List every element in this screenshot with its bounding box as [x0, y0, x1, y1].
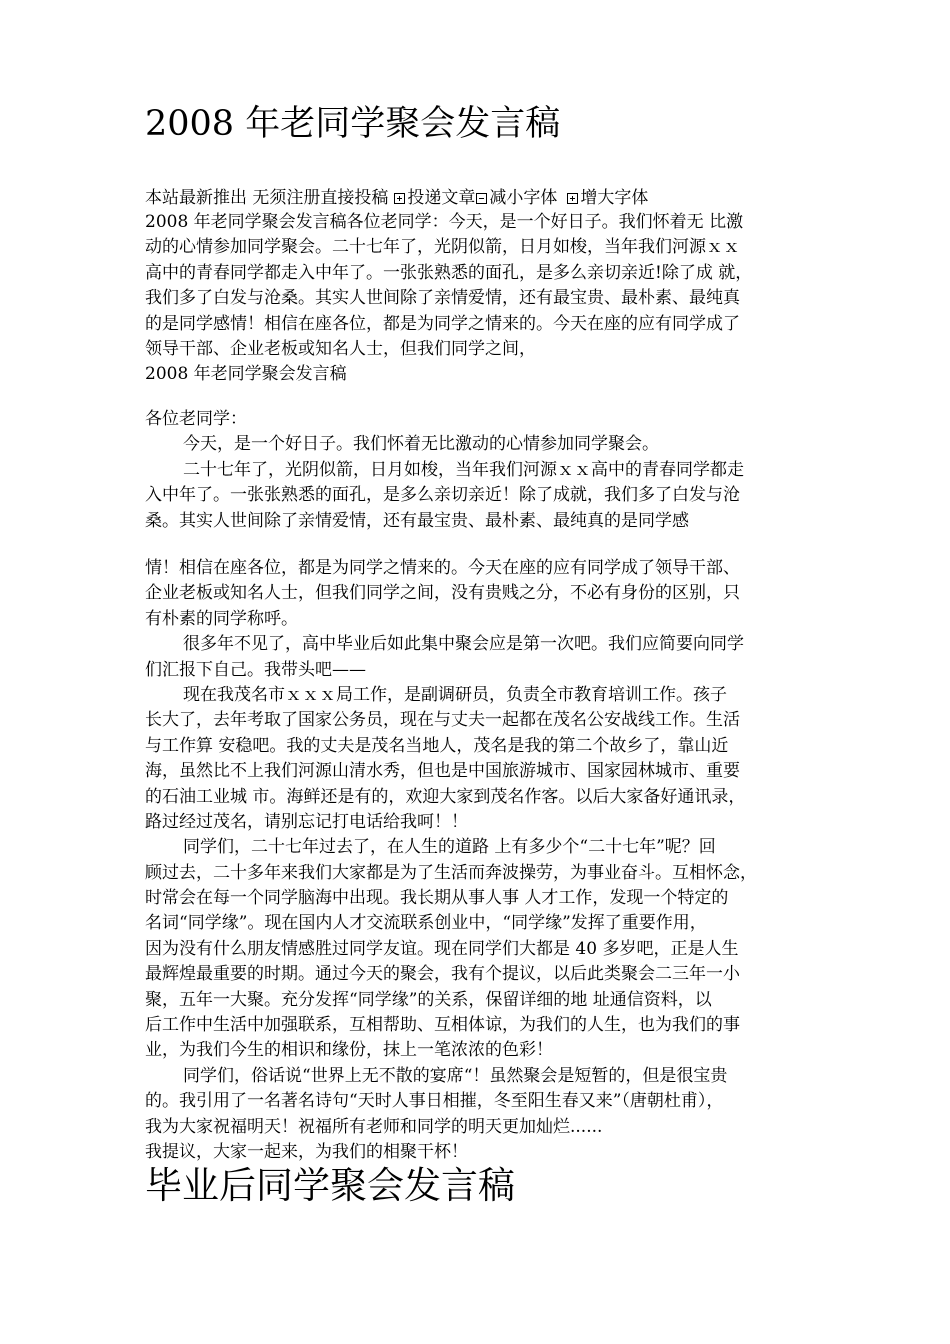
paragraph-line: 二十七年了，光阴似箭，日月如梭，当年我们河源ｘｘ高中的青春同学都走 [183, 459, 744, 480]
plus-box-icon [567, 193, 578, 204]
paragraph-line: 今天，是一个好日子。我们怀着无比激动的心情参加同学聚会。 [183, 434, 659, 455]
increase-font-link[interactable] [557, 188, 648, 208]
summary-line: 动的心情参加同学聚会。二十七年了，光阴似箭，日月如梭，当年我们河源ｘｘ [145, 237, 740, 258]
paragraph-line: 路过经过茂名，请别忘记打电话给我呵！！ [145, 811, 468, 832]
paragraph-line: 同学们，二十七年过去了，在人生的道路 上有多少个“二十七年”呢？回 [183, 837, 716, 858]
submit-article-link[interactable] [388, 188, 475, 208]
speech-body-part2 [145, 556, 810, 1165]
paragraph-line: 业，为我们今生的相识和缘份，抹上一笔浓浓的色彩！ [145, 1040, 553, 1061]
paragraph-line: 的。我引用了一名著名诗句“天时人事日相摧，冬至阳生春又来”（唐朝杜甫）， [145, 1091, 724, 1112]
paragraph-line: 情！相信在座各位，都是为同学之情来的。今天在座的应有同学成了领导干部、 [145, 558, 740, 578]
paragraph-line: 我为大家祝福明天！祝福所有老师和同学的明天更加灿烂...... [145, 1116, 603, 1137]
decrease-font-label: 减小字体 [489, 188, 558, 208]
salutation: 各位老同学： [145, 409, 247, 429]
paragraph-line: 很多年不见了，高中毕业后如此集中聚会应是第一次吧。我们应简要向同学 [183, 634, 744, 655]
summary-line: 2008 年老同学聚会发言稿各位老同学：今天，是一个好日子。我们怀着无 比激 [145, 212, 744, 232]
minus-box-icon [476, 193, 487, 204]
paragraph-line: 海，虽然比不上我们河源山清水秀，但也是中国旅游城市、国家园林城市、重要 [145, 761, 740, 782]
summary-line: 领导干部、企业老板或知名人士，但我们同学之间， [145, 338, 536, 359]
paragraph-line: 长大了，去年考取了国家公务员，现在与丈夫一起都在茂名公安战线工作。生活 [145, 710, 740, 731]
paragraph-line: 名词“同学缘”。现在国内人才交流联系创业中，“同学缘”发挥了重要作用， [145, 913, 707, 934]
paragraph-line: 我提议，大家一起来，为我们的相聚干杯！ [145, 1141, 468, 1162]
plus-box-icon [394, 193, 405, 204]
paragraph-line: 最辉煌最重要的时期。通过今天的聚会，我有个提议，以后此类聚会二三年一小 [145, 964, 740, 985]
paragraph-line: 企业老板或知名人士，但我们同学之间，没有贵贱之分，不必有身份的区别，只 [145, 583, 740, 604]
summary-line: 的是同学感情！相信在座各位，都是为同学之情来的。今天在座的应有同学成了 [145, 313, 740, 334]
increase-font-label: 增大字体 [580, 188, 649, 208]
paragraph-line: 的石油工业城 市。海鲜还是有的，欢迎大家到茂名作客。以后大家备好通讯录， [145, 786, 746, 807]
page-title: 2008 年老同学聚会发言稿 [145, 104, 561, 144]
paragraph-line: 后工作中生活中加强联系，互相帮助、互相体谅，为我们的人生，也为我们的事 [145, 1015, 740, 1036]
summary-line: 2008 年老同学聚会发言稿 [145, 364, 347, 385]
summary-block [145, 210, 810, 388]
paragraph-line: 有朴素的同学称呼。 [145, 608, 298, 629]
paragraph-line: 现在我茂名市ｘｘｘ局工作，是副调研员，负责全市教育培训工作。孩子 [183, 684, 727, 705]
paragraph-line: 同学们，俗话说“世界上无不散的宴席“！虽然聚会是短暂的，但是很宝贵 [183, 1065, 728, 1086]
toolbar-intro: 本站最新推出 无须注册直接投稿 [145, 188, 389, 208]
summary-line: 高中的青春同学都走入中年了。一张张熟悉的面孔，是多么亲切亲近!除了成 就， [145, 262, 753, 283]
paragraph-line: 因为没有什么朋友情感胜过同学友谊。现在同学们大都是 40 多岁吧，正是人生 [145, 938, 739, 959]
summary-line: 我们多了白发与沧桑。其实人世间除了亲情爱情，还有最宝贵、最朴素、最纯真 [145, 288, 740, 309]
paragraph-line: 入中年了。一张张熟悉的面孔，是多么亲切亲近！除了成就，我们多了白发与沧 [145, 485, 740, 506]
paragraph-line: 时常会在每一个同学脑海中出现。我长期从事人事 人才工作，发现一个特定的 [145, 888, 729, 909]
paragraph-line: 桑。其实人世间除了亲情爱情，还有最宝贵、最朴素、最纯真的是同学感 [145, 510, 689, 531]
paragraph-line: 们汇报下自己。我带头吧—— [145, 659, 366, 680]
article-toolbar [145, 186, 648, 210]
speech-body-part1 [145, 407, 810, 534]
decrease-font-link[interactable] [475, 188, 557, 208]
paragraph-line: 与工作算 安稳吧。我的丈夫是茂名当地人，茂名是我的第二个故乡了，靠山近 [145, 735, 729, 756]
paragraph-line: 顾过去，二十多年来我们大家都是为了生活而奔波操劳，为事业奋斗。互相怀念， [145, 862, 757, 883]
submit-article-label: 投递文章 [407, 188, 476, 208]
paragraph-line: 聚，五年一大聚。充分发挥“同学缘”的关系，保留详细的地 址通信资料，以 [145, 989, 712, 1010]
section-heading: 毕业后同学聚会发言稿 [145, 1164, 515, 1207]
